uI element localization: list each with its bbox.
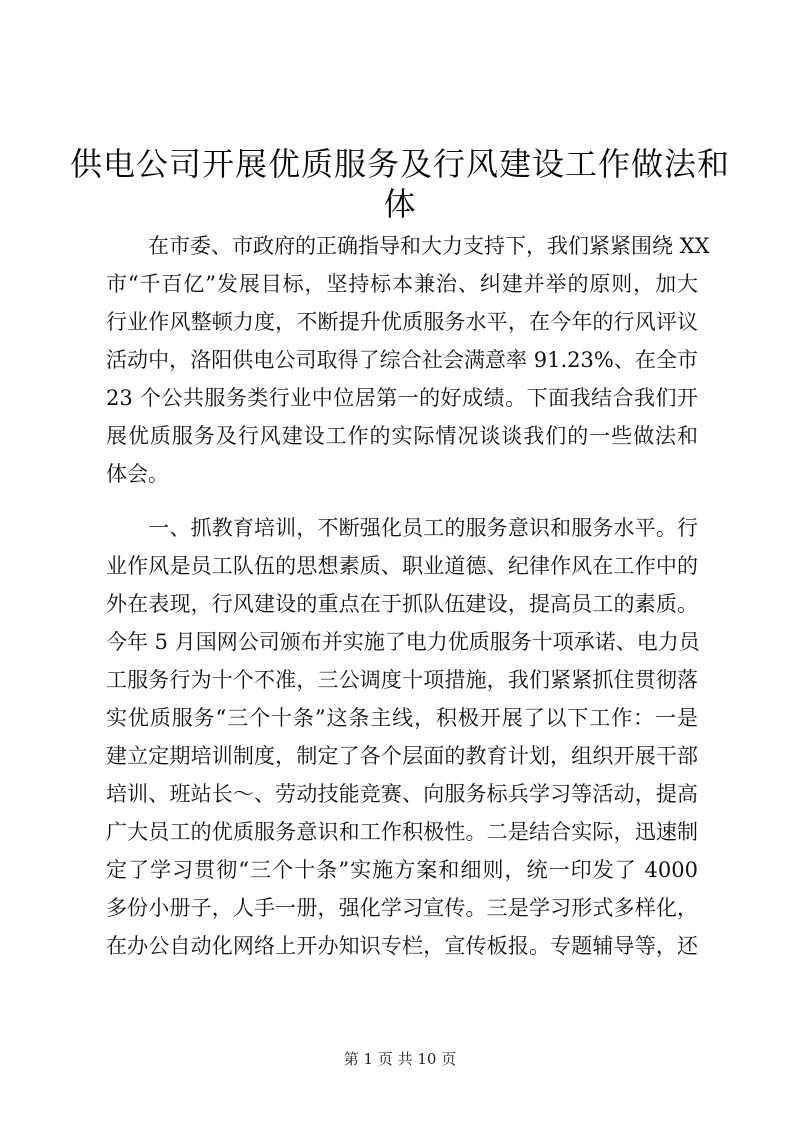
- body-line: 今年 5 月国网公司颁布并实施了电力优质服务十项承诺、电力员: [106, 630, 700, 654]
- body-line: 23 个公共服务类行业中位居第一的好成绩。下面我结合我们开: [106, 386, 698, 410]
- body-line: 行业作风整顿力度，不断提升优质服务水平，在今年的行风评议: [106, 310, 698, 334]
- body-line: 在办公自动化网络上开办知识专栏，宣传板报。专题辅导等，还: [106, 934, 698, 958]
- body-line: 多份小册子，人手一册，强化学习宣传。三是学习形式多样化，: [106, 896, 698, 920]
- body-line: 定了学习贯彻“三个十条”实施方案和细则，统一印发了 4000: [106, 858, 698, 882]
- body-line: 外在表现，行风建设的重点在于抓队伍建设，提高员工的素质。: [106, 592, 698, 616]
- document-title-line-1: 供电公司开展优质服务及行风建设工作做法和: [69, 145, 730, 183]
- document-title-line-2: 体: [383, 185, 417, 223]
- body-line: 市“千百亿”发展目标，坚持标本兼治、纠建并举的原则，加大: [106, 272, 698, 296]
- body-line: 体会。: [106, 462, 169, 486]
- body-line: 实优质服务“三个十条”这条主线，积极开展了以下工作：一是: [106, 706, 698, 730]
- body-line: 培训、班站长～、劳动技能竞赛、向服务标兵学习等活动，提高: [106, 782, 698, 806]
- body-line: 活动中，洛阳供电公司取得了综合社会满意率 91.23%、在全市: [106, 348, 698, 372]
- body-line: 一、抓教育培训，不断强化员工的服务意识和服务水平。行: [106, 516, 698, 540]
- page-footer: 第 1 页 共 10 页: [343, 1050, 457, 1068]
- body-line: 建立定期培训制度，制定了各个层面的教育计划，组织开展干部: [106, 744, 698, 768]
- body-line: 展优质服务及行风建设工作的实际情况谈谈我们的一些做法和: [106, 424, 698, 448]
- body-line: 在市委、市政府的正确指导和大力支持下，我们紧紧围绕 XX: [106, 234, 710, 258]
- body-line: 业作风是员工队伍的思想素质、职业道德、纪律作风在工作中的: [106, 554, 698, 578]
- body-line: 广大员工的优质服务意识和工作积极性。二是结合实际，迅速制: [106, 820, 698, 844]
- body-line: 工服务行为十个不准，三公调度十项措施，我们紧紧抓住贯彻落: [106, 668, 698, 692]
